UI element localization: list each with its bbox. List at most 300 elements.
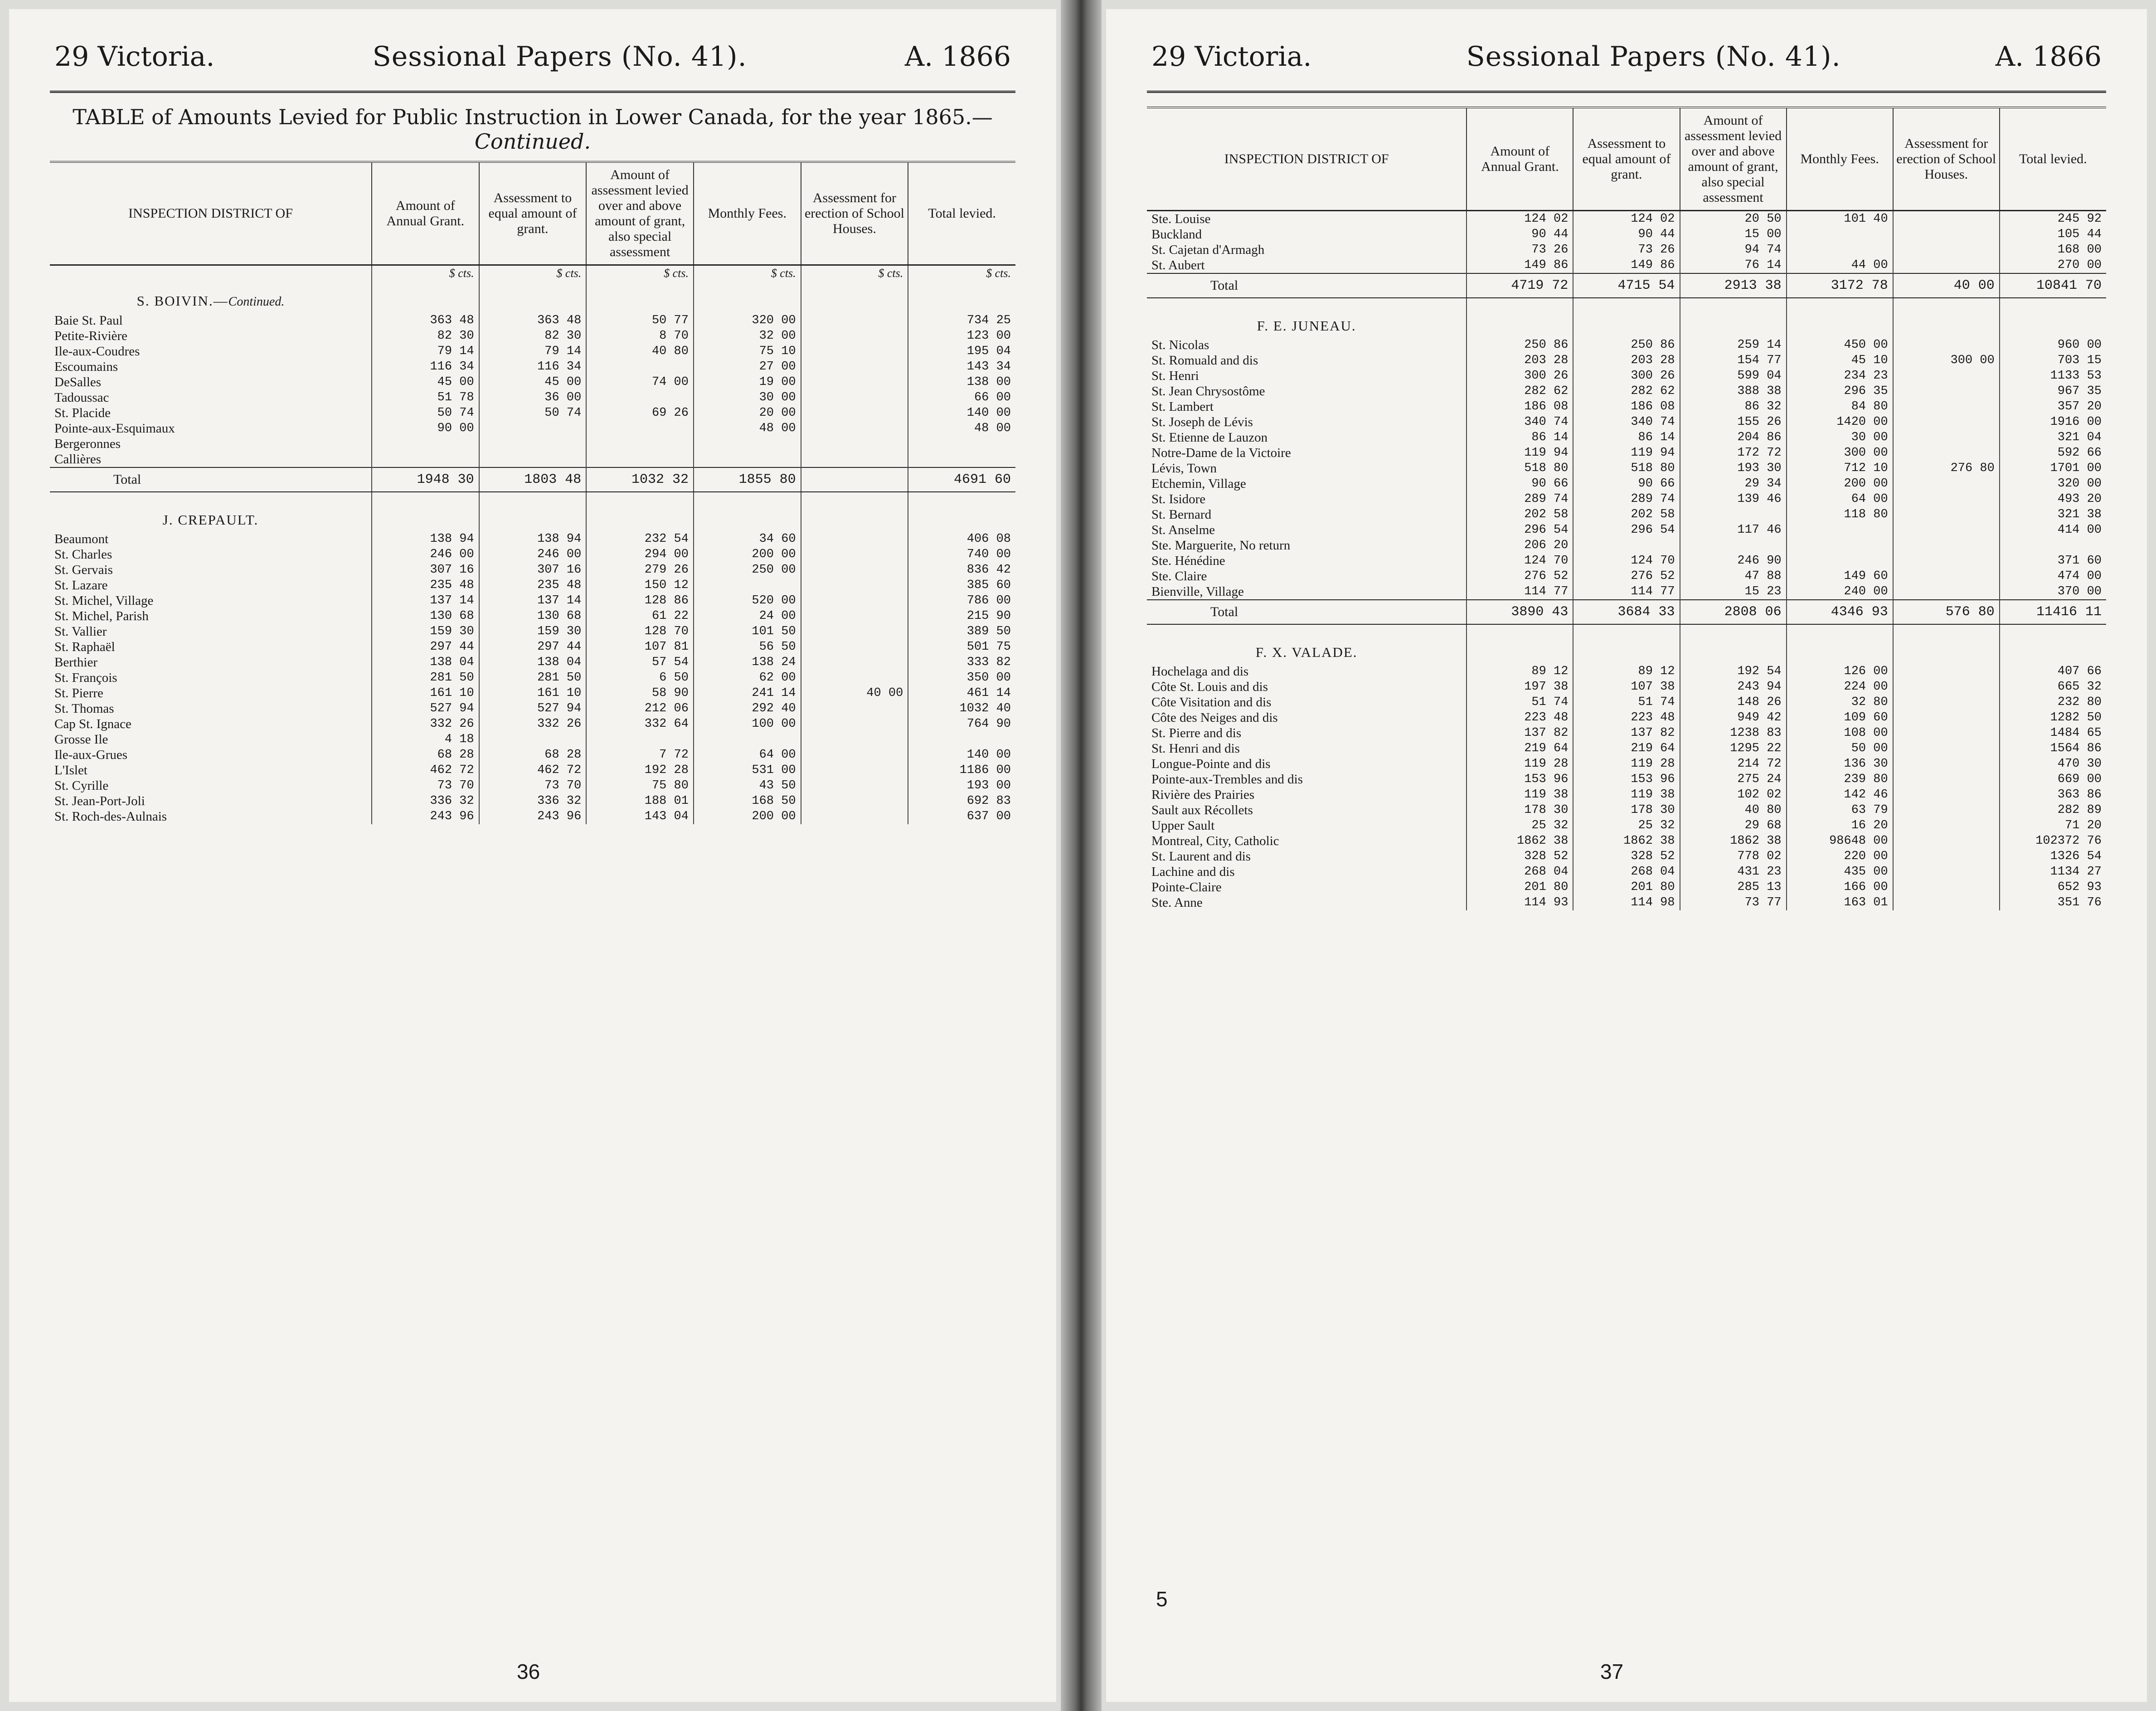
amount-erection [1893,211,2000,227]
amount-equal: 243 96 [479,809,587,824]
amount-over: 117 46 [1680,522,1787,538]
amount-erection [1893,864,2000,880]
amount-erection [1893,476,2000,491]
section-heading [50,500,372,531]
amount-equal: 250 86 [1573,337,1680,353]
amount-grant: 153 96 [1466,772,1573,787]
left-page [9,9,1056,1702]
amount-grant: 159 30 [372,624,479,639]
district-name: Cap St. Ignace [54,717,131,731]
amount-total: 703 15 [2000,353,2106,368]
district-name: Pointe-aux-Trembles and dis [1151,772,1303,787]
amount-total: 351 76 [2000,895,2106,910]
unit-label: $ cts. [908,265,1015,282]
amount-grant: 527 94 [372,701,479,716]
amount-grant: 124 02 [1466,211,1573,227]
amount-total: 168 00 [2000,242,2106,258]
amount-grant: 119 28 [1466,756,1573,772]
amount-grant: 114 93 [1466,895,1573,910]
empty-cell [908,500,1015,531]
amount-total: 385 60 [908,578,1015,593]
column-header-erection: Assessment for erection of School Houses. [1893,107,2000,211]
amount-grant: 289 74 [1466,491,1573,507]
amount-total: 138 00 [908,374,1015,390]
right-page [1106,9,2147,1702]
levy-table [1147,107,2106,910]
amount-total: 836 42 [908,562,1015,578]
amount-erection [1893,399,2000,414]
column-header-total-levied: Total levied. [2000,107,2106,211]
amount-equal: 235 48 [479,578,587,593]
amount-monthly: 64 00 [694,747,801,763]
amount-over: 172 72 [1680,445,1787,461]
amount-over [586,390,694,405]
amount-grant: 90 66 [1466,476,1573,491]
amount-equal: 336 32 [479,793,587,809]
amount-monthly: 450 00 [1787,337,1893,353]
district-name: St. Laurent and dis [1151,849,1251,864]
column-header-monthly-fees: Monthly Fees. [694,162,801,265]
unit-label: $ cts. [694,265,801,282]
amount-over: 778 02 [1680,849,1787,864]
amount-erection [801,778,908,793]
amount-monthly: 45 10 [1787,353,1893,368]
year-label: A. 1866 [904,41,1011,73]
table-title-text: TABLE of Amounts Levied for Public Instruction in Lower Canada, for the year 1865.— [73,105,993,129]
table-row [50,531,1015,547]
amount-grant: 250 86 [1466,337,1573,353]
amount-equal: 25 32 [1573,818,1680,833]
amount-erection [801,452,908,467]
amount-equal: 107 38 [1573,679,1680,695]
district-name: Côte St. Louis and dis [1151,680,1268,694]
amount-over: 246 90 [1680,553,1787,569]
amount-monthly [694,452,801,467]
amount-monthly: 108 00 [1787,725,1893,741]
amount-erection [1893,538,2000,553]
sessional-papers-label: Sessional Papers (No. 41). [1466,41,1841,73]
table-row [1147,522,2106,538]
amount-monthly: 16 20 [1787,818,1893,833]
table-row [1147,491,2106,507]
total-monthly: 1855 80 [694,467,801,492]
amount-erection [1893,849,2000,864]
table-row [1147,461,2106,476]
amount-total: 193 00 [908,778,1015,793]
district-name: St. Isidore [1151,492,1206,506]
amount-over: 57 54 [586,655,694,670]
table-row [1147,430,2106,445]
amount-over: 212 06 [586,701,694,716]
amount-over: 294 00 [586,547,694,562]
amount-over: 1862 38 [1680,833,1787,849]
empty-cell [1893,306,2000,337]
section-heading [1147,632,1466,664]
section-heading-row [1147,632,2106,664]
total-over: 2808 06 [1680,600,1787,624]
unit-label: $ cts. [479,265,587,282]
amount-monthly [1787,227,1893,242]
table-row [50,436,1015,452]
amount-erection [801,390,908,405]
empty-cell [908,492,1015,500]
empty-cell [1573,624,1680,632]
amount-total: 370 00 [2000,584,2106,600]
total-equal: 4715 54 [1573,273,1680,298]
amount-equal: 114 77 [1573,584,1680,600]
amount-grant: 45 00 [372,374,479,390]
table-row [1147,787,2106,802]
amount-erection [801,328,908,344]
column-header-total-levied: Total levied. [908,162,1015,265]
amount-monthly: 27 00 [694,359,801,374]
amount-grant: 282 62 [1466,384,1573,399]
amount-erection [1893,368,2000,384]
amount-monthly: 149 60 [1787,569,1893,584]
district-name: St. Lazare [54,578,108,593]
amount-erection [801,374,908,390]
amount-grant: 186 08 [1466,399,1573,414]
amount-equal: 68 28 [479,747,587,763]
amount-erection [801,313,908,328]
total-erection [801,467,908,492]
amount-over: 188 01 [586,793,694,809]
amount-monthly: 234 23 [1787,368,1893,384]
page-number: 36 [517,1660,540,1683]
amount-grant: 119 94 [1466,445,1573,461]
amount-equal: 50 74 [479,405,587,421]
district-name: St. Jean-Port-Joli [54,794,145,808]
table-row [1147,741,2106,756]
units-row [50,265,1015,282]
amount-monthly [1787,538,1893,553]
amount-over: 275 24 [1680,772,1787,787]
empty-cell [801,500,908,531]
table-row [50,685,1015,701]
amount-over: 8 70 [586,328,694,344]
district-name: Buckland [1151,227,1202,242]
amount-over: 949 42 [1680,710,1787,725]
amount-over: 15 23 [1680,584,1787,600]
amount-equal: 119 28 [1573,756,1680,772]
district-name: Côte Visitation and dis [1151,695,1272,710]
amount-grant: 138 04 [372,655,479,670]
amount-monthly: 168 50 [694,793,801,809]
total-total: 10841 70 [2000,273,2106,298]
amount-grant: 124 70 [1466,553,1573,569]
district-name: St. Etienne de Lauzon [1151,430,1268,445]
amount-equal: 79 14 [479,344,587,359]
amount-total: 357 20 [2000,399,2106,414]
amount-grant: 68 28 [372,747,479,763]
table-row [1147,772,2106,787]
right-table-body [1147,211,2106,911]
empty-cell [1893,632,2000,664]
amount-over: 150 12 [586,578,694,593]
table-row [50,421,1015,436]
amount-over: 40 80 [586,344,694,359]
amount-equal: 289 74 [1573,491,1680,507]
amount-equal [479,421,587,436]
table-header-row [50,162,1015,265]
empty-cell [2000,298,2106,306]
amount-erection [801,359,908,374]
table-row [50,670,1015,685]
amount-equal: 51 74 [1573,695,1680,710]
amount-erection [1893,414,2000,430]
empty-cell [801,281,908,313]
total-monthly: 4346 93 [1787,600,1893,624]
amount-total: 470 30 [2000,756,2106,772]
empty-cell [50,492,372,500]
table-row [50,593,1015,608]
empty-cell [1466,298,1573,306]
table-row [50,562,1015,578]
session-label: 29 Victoria. [1151,41,1312,73]
empty-cell [1573,306,1680,337]
running-head [1147,41,2106,93]
amount-over: 73 77 [1680,895,1787,910]
table-row [50,578,1015,593]
amount-erection [801,593,908,608]
total-equal: 3684 33 [1573,600,1680,624]
district-name: St. Pierre and dis [1151,726,1242,740]
table-row [1147,756,2106,772]
amount-erection [1893,695,2000,710]
amount-monthly: 712 10 [1787,461,1893,476]
amount-equal: 219 64 [1573,741,1680,756]
amount-total: 501 75 [908,639,1015,655]
amount-total [2000,538,2106,553]
amount-total: 493 20 [2000,491,2106,507]
district-name: St. Gervais [54,563,113,577]
amount-over: 332 64 [586,716,694,732]
amount-grant: 328 52 [1466,849,1573,864]
amount-monthly: 138 24 [694,655,801,670]
district-name: Tadoussac [54,390,109,405]
amount-monthly: 435 00 [1787,864,1893,880]
amount-monthly: 100 00 [694,716,801,732]
amount-monthly [694,578,801,593]
amount-erection [1893,569,2000,584]
district-name: Ile-aux-Grues [54,748,128,762]
table-row [50,390,1015,405]
amount-total: 669 00 [2000,772,2106,787]
district-name: Rivière des Prairies [1151,787,1255,802]
amount-equal: 340 74 [1573,414,1680,430]
empty-cell [1680,632,1787,664]
empty-cell [372,492,479,500]
amount-total: 665 32 [2000,679,2106,695]
year-label: A. 1866 [1995,41,2102,73]
page-number: 37 [1600,1660,1624,1683]
amount-erection [1893,741,2000,756]
district-name: St. Aubert [1151,258,1205,272]
amount-erection [801,624,908,639]
amount-monthly: 30 00 [694,390,801,405]
amount-grant: 246 00 [372,547,479,562]
amount-erection [1893,772,2000,787]
amount-monthly: 166 00 [1787,880,1893,895]
amount-grant: 206 20 [1466,538,1573,553]
total-erection: 576 80 [1893,600,2000,624]
column-header-erection: Assessment for erection of School Houses. [801,162,908,265]
amount-monthly: 1420 00 [1787,414,1893,430]
amount-grant: 51 74 [1466,695,1573,710]
empty-cell [1787,624,1893,632]
district-name: St. Raphaël [54,640,115,654]
amount-over: 29 68 [1680,818,1787,833]
table-row [1147,445,2106,461]
amount-total: 321 04 [2000,430,2106,445]
empty-cell [1787,632,1893,664]
amount-equal: 332 26 [479,716,587,732]
table-row [50,655,1015,670]
district-name: Ste. Louise [1151,212,1211,226]
amount-equal: 186 08 [1573,399,1680,414]
amount-erection [1893,756,2000,772]
amount-total: 1186 00 [908,763,1015,778]
amount-grant: 363 48 [372,313,479,328]
amount-equal: 203 28 [1573,353,1680,368]
amount-grant: 276 52 [1466,569,1573,584]
unit-label: $ cts. [801,265,908,282]
total-total: 11416 11 [2000,600,2106,624]
table-row [1147,679,2106,695]
amount-grant: 223 48 [1466,710,1573,725]
amount-total: 48 00 [908,421,1015,436]
empty-cell [1893,624,2000,632]
amount-grant: 307 16 [372,562,479,578]
amount-total: 1032 40 [908,701,1015,716]
table-title-continued: Continued. [474,129,591,154]
amount-over: 155 26 [1680,414,1787,430]
amount-total: 1484 65 [2000,725,2106,741]
amount-grant: 462 72 [372,763,479,778]
amount-grant: 281 50 [372,670,479,685]
total-row [50,467,1015,492]
amount-erection [1893,507,2000,522]
amount-equal: 201 80 [1573,880,1680,895]
amount-grant: 90 44 [1466,227,1573,242]
amount-monthly: 239 80 [1787,772,1893,787]
district-name: Lévis, Town [1151,461,1217,476]
empty-cell [1466,632,1573,664]
district-name: Lachine and dis [1151,865,1235,879]
amount-over: 192 54 [1680,664,1787,679]
amount-grant: 149 86 [1466,258,1573,273]
amount-monthly: 200 00 [1787,476,1893,491]
district-name: Beaumont [54,532,109,546]
amount-grant: 114 77 [1466,584,1573,600]
amount-grant: 89 12 [1466,664,1573,679]
amount-over: 388 38 [1680,384,1787,399]
amount-erection [1893,227,2000,242]
amount-monthly: 98648 00 [1787,833,1893,849]
amount-over: 50 77 [586,313,694,328]
total-over: 1032 32 [586,467,694,492]
amount-monthly: 241 14 [694,685,801,701]
amount-total: 414 00 [2000,522,2106,538]
district-name: Notre-Dame de la Victoire [1151,446,1291,460]
amount-erection [801,421,908,436]
amount-equal: 297 44 [479,639,587,655]
amount-total: 270 00 [2000,258,2106,273]
amount-grant: 79 14 [372,344,479,359]
amount-erection [801,578,908,593]
empty-cell [372,281,479,313]
empty-cell [586,281,694,313]
amount-monthly: 101 50 [694,624,801,639]
table-row [50,547,1015,562]
table-row [1147,258,2106,273]
amount-grant: 297 44 [372,639,479,655]
amount-total: 1134 27 [2000,864,2106,880]
amount-erection [1893,787,2000,802]
amount-total: 692 83 [908,793,1015,809]
table-row [50,809,1015,824]
district-name: Callières [54,452,102,467]
empty-cell [1680,306,1787,337]
amount-equal: 282 62 [1573,384,1680,399]
empty-cell [1466,624,1573,632]
district-name: Pointe-Claire [1151,880,1222,894]
amount-total: 764 90 [908,716,1015,732]
amount-over [1680,538,1787,553]
table-row [50,374,1015,390]
district-name: Pointe-aux-Esquimaux [54,421,175,436]
amount-equal: 202 58 [1573,507,1680,522]
district-name: St. Pierre [54,686,103,700]
amount-equal: 276 52 [1573,569,1680,584]
amount-erection [1893,522,2000,538]
amount-total: 333 82 [908,655,1015,670]
amount-monthly: 292 40 [694,701,801,716]
table-row [1147,849,2106,864]
district-name: Etchemin, Village [1151,476,1246,491]
column-header-district: INSPECTION DISTRICT OF [1147,107,1466,211]
table-row [1147,242,2106,258]
table-row [1147,584,2106,600]
table-row [50,778,1015,793]
amount-grant: 51 78 [372,390,479,405]
total-label: Total [1147,600,1466,624]
column-header-over-above: Amount of assessment levied over and above amount of grant, also special assessment [586,162,694,265]
amount-total: 215 90 [908,608,1015,624]
amount-over: 58 90 [586,685,694,701]
amount-grant: 137 82 [1466,725,1573,741]
total-equal: 1803 48 [479,467,587,492]
amount-total: 66 00 [908,390,1015,405]
amount-total: 232 80 [2000,695,2106,710]
inspector-name: F. X. VALADE. [1255,644,1358,660]
amount-grant: 300 26 [1466,368,1573,384]
session-label: 29 Victoria. [54,41,215,73]
amount-total: 406 08 [908,531,1015,547]
amount-over: 6 50 [586,670,694,685]
amount-over: 94 74 [1680,242,1787,258]
amount-grant: 90 00 [372,421,479,436]
amount-monthly [694,436,801,452]
amount-equal: 1862 38 [1573,833,1680,849]
column-header-district: INSPECTION DISTRICT OF [50,162,372,265]
amount-equal: 300 26 [1573,368,1680,384]
district-name: DeSalles [54,375,102,389]
table-row [1147,211,2106,227]
amount-monthly [1787,242,1893,258]
amount-grant: 268 04 [1466,864,1573,880]
amount-equal: 137 14 [479,593,587,608]
